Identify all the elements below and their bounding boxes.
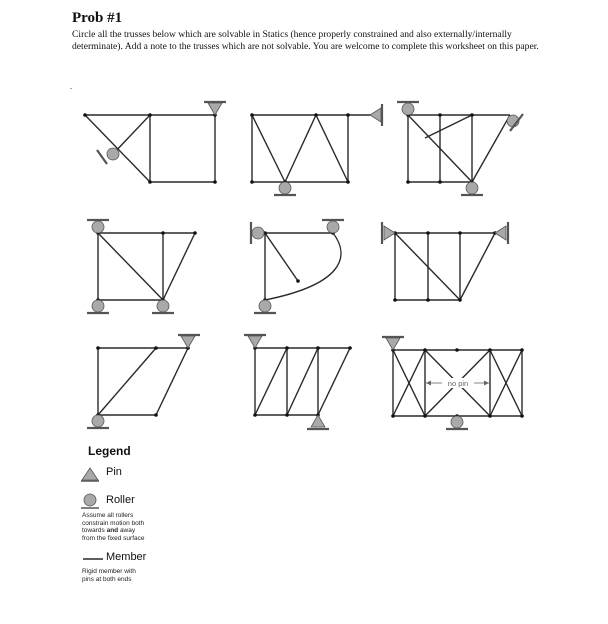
roller-support (87, 415, 109, 428)
roller-support (397, 102, 419, 115)
roller-note-line: towards and away (82, 527, 136, 535)
truss-1[interactable] (83, 102, 226, 184)
truss-6[interactable] (382, 222, 508, 302)
member-legend-note (82, 568, 202, 583)
pin-support (382, 222, 395, 244)
roller-legend-icon (80, 492, 100, 510)
pin-support (370, 104, 382, 126)
roller-note-line: from the fixed surface (82, 534, 145, 542)
pin-support (178, 335, 200, 348)
roller-legend-note (82, 512, 202, 542)
roller-support (322, 220, 344, 233)
roller-support (274, 182, 296, 195)
roller-support (251, 222, 264, 244)
truss-8[interactable] (244, 335, 352, 429)
truss-5[interactable] (251, 220, 344, 313)
member-legend-icon (82, 556, 104, 562)
roller-note-line: Assume all rollers (82, 512, 134, 519)
roller-note-line: constrain motion both (82, 519, 145, 527)
pin-support (382, 337, 404, 350)
pin-legend-icon (80, 466, 100, 482)
truss-3[interactable] (397, 102, 523, 195)
roller-support (87, 300, 109, 313)
member-legend-label: Member (106, 551, 147, 563)
no-pin-annotation (426, 378, 489, 388)
roller-support (254, 300, 276, 313)
roller-legend-label: Roller (106, 494, 135, 506)
pin-support (307, 415, 329, 429)
truss-4[interactable] (87, 220, 197, 313)
no-pin-label: no pin (447, 379, 469, 388)
pin-support (495, 222, 508, 244)
member-note-line: Rigid member with (82, 568, 136, 575)
truss-2[interactable] (250, 104, 382, 195)
roller-support (97, 148, 119, 164)
roller-support (461, 182, 483, 195)
legend-heading: Legend (88, 444, 131, 458)
pin-legend-label: Pin (106, 466, 122, 478)
pin-support (204, 102, 226, 115)
member-note-line: pins at both ends (82, 575, 132, 583)
pin-support (244, 335, 266, 348)
problem-instructions: Circle all the trusses below which are solvable in Statics (hence properly constrained and also externally/internally determinate). Add a note to the trusses which are not solvable. You are welcome to complete this worksheet on this paper. (72, 29, 539, 52)
truss-7[interactable] (87, 335, 200, 428)
truss-9[interactable] (382, 337, 524, 429)
roller-support (87, 220, 109, 233)
stray-mark: . (70, 82, 72, 91)
roller-support (446, 416, 468, 429)
roller-support (152, 300, 174, 313)
roller-support (507, 114, 523, 131)
problem-title: Prob #1 (72, 10, 123, 26)
